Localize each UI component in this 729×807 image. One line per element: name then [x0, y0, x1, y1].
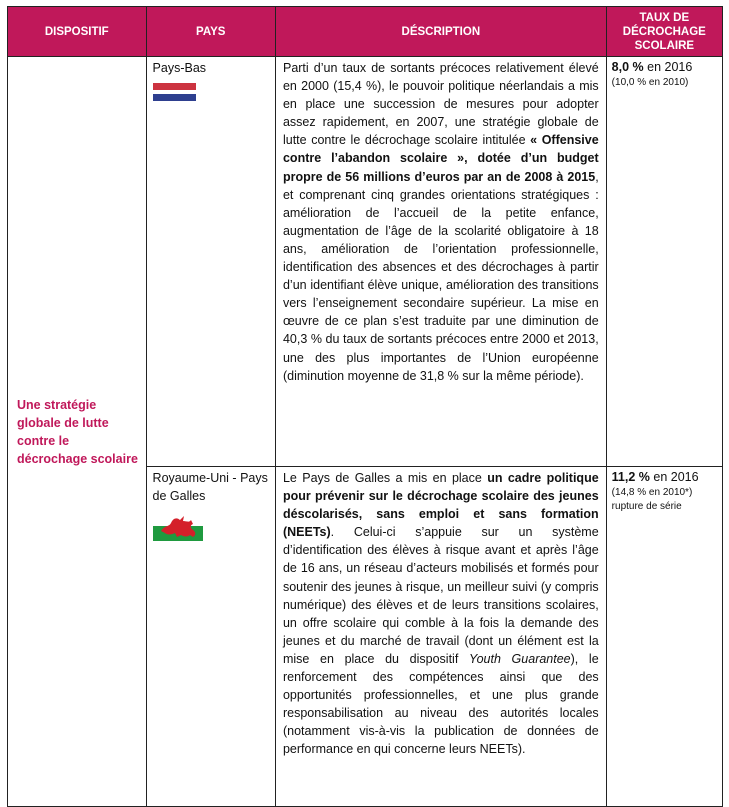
description-text: , et comprenant cinq grandes orientations stratégiques : amélioration de l’accueil de la petite enfance, augmentation de l’âge de la scolarité obligatoire à 18 ans, amélioration de l’orientation professionnelle, identification des absences et des décrochages à partir d’un identifiant élève unique, amélioration des transitions vers l’enseignement secondaire supérieur. La mise en œuvre de ce plan s’est traduite par une diminution de 40,3 % du taux de sortants précoces entre 2000 et 2013, une des plus importantes de l’Union européenne (diminution moyenne de 31,8 % sur la même période).	[282, 169, 599, 383]
taux-value: 8,0 % en 2016	[611, 60, 693, 74]
header-pays: PAYS	[146, 7, 275, 57]
description-cell	[275, 467, 606, 807]
taux-note: (14,8 % en 2010*)	[611, 487, 693, 498]
description-text: . Celui-ci s’appuie sur un système d’identification des élèves à risque avant et après l’âge de 16 ans, un réseau d’acteurs mobilisés et formés pour soutenir des jeunes à risque, un meilleur suivi (y compris numérique) des élèves et de leurs transitions scolaires, un offre scolaire qui comble à la fois la demande des jeunes et du marché de travail (dont un élément est la mise en place du dispositif	[282, 525, 599, 666]
description-text: ), le renforcement des compétences ainsi que des opportunités professionnelles, et une plus grande responsabilisation au niveau des autorités locales (notamment vis-à-vis la publication de données de performance en qui concerne leurs NEETs).	[282, 651, 599, 757]
pays-name: Royaume-Uni - Pays de Galles	[152, 471, 268, 503]
table-row	[8, 57, 723, 467]
taux-value: 11,2 % en 2016	[611, 470, 699, 484]
description-italic-text: Youth Guarantee	[468, 651, 571, 666]
taux-note-rupture: rupture de série	[611, 501, 682, 512]
taux-note: (10,0 % en 2010)	[611, 77, 689, 88]
description-cell	[275, 57, 606, 467]
description-bold-text: un cadre politique pour prévenir sur le décrochage scolaire des jeunes déscolarisés, sans emploi et sans formation (NEETs)	[282, 471, 599, 540]
table-header-row	[8, 7, 723, 57]
pays-name: Pays-Bas	[152, 61, 207, 75]
netherlands-flag-icon	[153, 83, 196, 101]
description-text: Le Pays de Galles a mis en place	[282, 471, 488, 485]
header-description: DÉSCRIPTION	[275, 7, 606, 57]
description-text: Parti d’un taux de sortants précoces relativement élevé en 2000 (15,4 %), le pouvoir politique néerlandais a mis en place une succession de mesures pour adopter assez rapidement, en 2007, une stratégie globale de lutte contre le décrochage scolaire intitulée	[282, 61, 599, 148]
pays-cell	[146, 57, 275, 467]
description-bold-text: « Offensive contre l’abandon scolaire », dotée d’un budget propre de 56 millions d’euros par an de 2008 à 2015	[282, 133, 599, 184]
dispositif-cell: Une stratégie globale de lutte contre le décrochage scolaire	[8, 57, 147, 807]
wales-flag-icon	[153, 511, 203, 541]
header-dispositif: DISPOSITIF	[8, 7, 147, 57]
dispositif-table	[7, 6, 723, 807]
pays-cell	[146, 467, 275, 807]
taux-cell	[606, 57, 722, 467]
taux-cell	[606, 467, 722, 807]
header-taux: TAUX DE DÉCROCHAGE SCOLAIRE	[606, 7, 722, 57]
